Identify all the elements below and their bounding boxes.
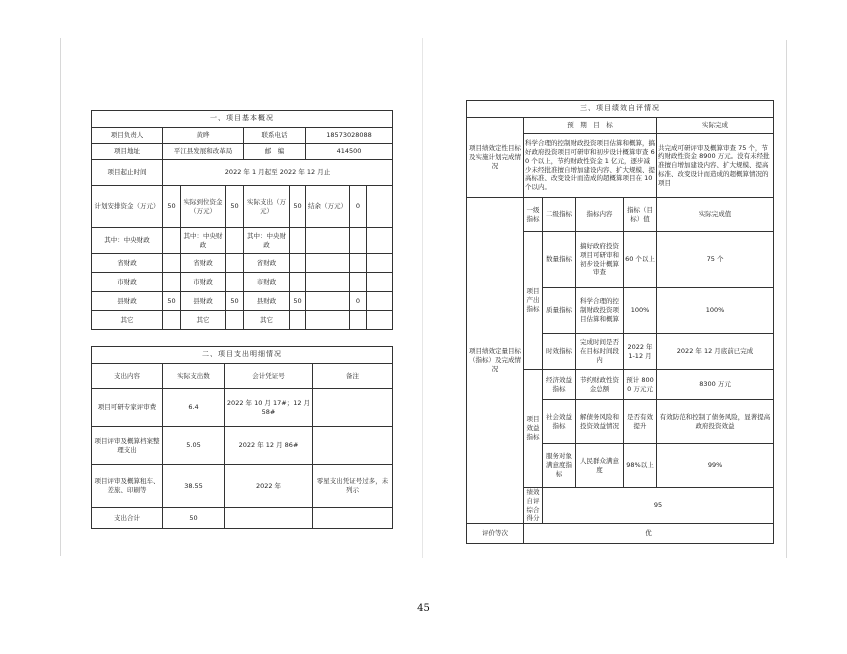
fund-row-blank xyxy=(367,311,393,330)
output-content: 完成时间是否在目标时间段内 xyxy=(576,334,624,370)
fund-row-label: 县财政 xyxy=(92,292,163,311)
output-l2: 数量指标 xyxy=(543,232,576,288)
expense-amount: 6.4 xyxy=(163,389,225,427)
right-page-edge xyxy=(786,40,787,558)
expense-total-blank xyxy=(313,508,393,529)
expense-header-note: 备注 xyxy=(313,364,393,389)
expected-text: 科学合理的控制财政投资项目估算和概算，搞好政府投资项目可研审和初步设计概算审查 60 个以上，节约财政性资金 1 亿元，逐步减少未经批准擅自增加建设内容、扩大规模、提高标准、改变设计而造成的超概算项目在 10 个以内。 xyxy=(524,134,657,198)
expense-content: 项目评审及概算租车、差旅、印刷等 xyxy=(92,465,163,508)
left-page-edge xyxy=(60,38,61,556)
fund-row-spent: 其它 xyxy=(244,311,290,330)
effect-target: 预计 8000 万元元 xyxy=(624,370,657,400)
fund-row-blank xyxy=(226,254,244,273)
plan-label: 计划安排资金（万元） xyxy=(92,186,163,228)
effect-l2: 经济效益指标 xyxy=(543,370,576,400)
fund-row-blank xyxy=(367,273,393,292)
output-label: 项目产出指标 xyxy=(524,232,543,370)
fund-row-blank xyxy=(367,254,393,273)
expense-note xyxy=(313,389,393,427)
grade-label: 评价等次 xyxy=(467,524,524,544)
performance-table xyxy=(466,100,774,544)
fund-row-arrived-val: 50 xyxy=(226,292,244,311)
phone-value: 18573028088 xyxy=(306,128,393,144)
effect-content: 解债务风险和投资效益情况 xyxy=(576,400,624,444)
expense-note: 零星支出凭证号过多，未列示 xyxy=(313,465,393,508)
fund-row-arrived: 县财政 xyxy=(181,292,226,311)
fund-row-spent: 省财政 xyxy=(244,254,290,273)
actual-text: 共完成可研评审及概算审查 75 个，节约财政性资金 8900 万元。没有未经批准擅自增加建设内容、扩大规模、提高标准、改变设计而造成的超概算情况的项目 xyxy=(657,134,774,198)
fund-row-blank xyxy=(306,254,350,273)
goal-label: 项目绩效定性目标及实施计划完成情况 xyxy=(467,118,524,198)
fund-row-blank xyxy=(226,228,244,254)
expense-total-value: 50 xyxy=(163,508,225,529)
effect-content: 人民群众满意度 xyxy=(576,444,624,488)
expense-content: 项目可研专家评审费 xyxy=(92,389,163,427)
expense-note xyxy=(313,427,393,465)
quant-label: 项目绩效定量目标（指标）及完成情况 xyxy=(467,198,524,524)
expense-header-amount: 实际支出数 xyxy=(163,364,225,389)
fund-row-label: 省财政 xyxy=(92,254,163,273)
fund-row-plan: 50 xyxy=(163,292,181,311)
expense-total-label: 支出合计 xyxy=(92,508,163,529)
fund-row-balance: 0 xyxy=(350,292,367,311)
grade-value: 优 xyxy=(524,524,774,544)
output-target: 60 个以上 xyxy=(624,232,657,288)
fund-row-balance xyxy=(350,311,367,330)
effect-target: 98%以上 xyxy=(624,444,657,488)
expense-section-title: 二、项目支出明细情况 xyxy=(92,347,393,364)
address-value: 平江县发展和改革局 xyxy=(163,144,244,160)
fund-row-balance xyxy=(350,228,367,254)
fund-row-label: 其中：中央财政 xyxy=(92,228,163,254)
postcode-value: 414500 xyxy=(306,144,393,160)
expense-voucher: 2022 年 10 月 17#；12 月 58# xyxy=(225,389,313,427)
fund-row-arrived: 省财政 xyxy=(181,254,226,273)
output-content: 科学合理的控制财政投资项目估算和概算 xyxy=(576,288,624,334)
fund-row-spent-val xyxy=(290,273,306,292)
effect-label: 项目效益指标 xyxy=(524,370,543,488)
period-value: 2022 年 1 月起至 2022 年 12 月止 xyxy=(163,160,393,186)
expense-amount: 5.05 xyxy=(163,427,225,465)
output-target: 100% xyxy=(624,288,657,334)
output-result: 2022 年 12 月底前已完成 xyxy=(657,334,774,370)
fund-row-plan xyxy=(163,311,181,330)
balance-label: 结余（万元） xyxy=(306,186,350,228)
actual-label: 实际完成 xyxy=(657,118,774,134)
expense-voucher: 2022 年 12 月 86# xyxy=(225,427,313,465)
basic-section-title: 一、项目基本概况 xyxy=(92,111,393,128)
expense-voucher: 2022 年 xyxy=(225,465,313,508)
output-target: 2022 年 1-12 月 xyxy=(624,334,657,370)
arrived-value: 50 xyxy=(226,186,244,228)
fund-row-label: 其它 xyxy=(92,311,163,330)
fund-row-blank xyxy=(306,273,350,292)
expense-table xyxy=(91,346,393,529)
leader-value: 黄晔 xyxy=(163,128,244,144)
fund-row-balance xyxy=(350,254,367,273)
fund-row-spent: 市财政 xyxy=(244,273,290,292)
output-l2: 质量指标 xyxy=(543,288,576,334)
fund-row-plan xyxy=(163,254,181,273)
spent-value: 50 xyxy=(290,186,306,228)
fund-row-label: 市财政 xyxy=(92,273,163,292)
fund-row-blank xyxy=(306,228,350,254)
plan-value: 50 xyxy=(163,186,181,228)
fund-row-plan xyxy=(163,228,181,254)
expense-header-content: 支出内容 xyxy=(92,364,163,389)
effect-result: 8300 万元 xyxy=(657,370,774,400)
fund-row-spent-val xyxy=(290,311,306,330)
page-number: 45 xyxy=(417,603,430,614)
expected-label: 预 期 目 标 xyxy=(524,118,657,134)
arrived-label: 实际到位资金（万元） xyxy=(181,186,226,228)
header-level1: 一级指标 xyxy=(524,198,543,232)
fund-row-spent-val xyxy=(290,228,306,254)
blank-cell xyxy=(367,186,393,228)
header-indicator: 指标内容 xyxy=(576,198,624,232)
output-result: 75 个 xyxy=(657,232,774,288)
fund-row-blank xyxy=(367,228,393,254)
postcode-label: 邮 编 xyxy=(244,144,306,160)
fund-row-spent-val: 50 xyxy=(290,292,306,311)
balance-value: 0 xyxy=(350,186,367,228)
effect-target: 是否有效提升 xyxy=(624,400,657,444)
fund-row-arrived: 市财政 xyxy=(181,273,226,292)
header-result: 实际完成值 xyxy=(657,198,774,232)
output-result: 100% xyxy=(657,288,774,334)
address-label: 项目地址 xyxy=(92,144,163,160)
fund-row-blank xyxy=(367,292,393,311)
effect-l2: 服务对象满意度指标 xyxy=(543,444,576,488)
fund-row-balance xyxy=(350,273,367,292)
fund-row-arrived: 其它 xyxy=(181,311,226,330)
score-label: 绩效自评综合得分 xyxy=(524,488,543,524)
header-target: 指标（目标）值 xyxy=(624,198,657,232)
effect-l2: 社会效益指标 xyxy=(543,400,576,444)
expense-content: 项目评审及概算档案整理支出 xyxy=(92,427,163,465)
basic-info-table xyxy=(91,110,393,330)
effect-content: 节约财政性资金总额 xyxy=(576,370,624,400)
fund-row-plan xyxy=(163,273,181,292)
output-content: 搞好政府投资项目可研审和初步设计概算审查 xyxy=(576,232,624,288)
fund-row-blank xyxy=(306,311,350,330)
output-l2: 时效指标 xyxy=(543,334,576,370)
fund-row-spent: 县财政 xyxy=(244,292,290,311)
fund-row-blank xyxy=(306,292,350,311)
fund-row-blank xyxy=(226,311,244,330)
effect-result: 有效防范和控制了债务风险，显著提高政府投资效益 xyxy=(657,400,774,444)
fund-row-spent: 其中：中央财政 xyxy=(244,228,290,254)
expense-total-blank xyxy=(225,508,313,529)
leader-label: 项目负责人 xyxy=(92,128,163,144)
fund-row-blank xyxy=(226,273,244,292)
period-label: 项目起止时间 xyxy=(92,160,163,186)
page-gutter xyxy=(422,38,423,558)
header-level2: 二级指标 xyxy=(543,198,576,232)
effect-result: 99% xyxy=(657,444,774,488)
fund-row-spent-val xyxy=(290,254,306,273)
perf-section-title: 三、项目绩效自评情况 xyxy=(467,101,774,118)
phone-label: 联系电话 xyxy=(244,128,306,144)
expense-header-voucher: 会计凭证号 xyxy=(225,364,313,389)
expense-amount: 38.55 xyxy=(163,465,225,508)
fund-row-arrived: 其中：中央财政 xyxy=(181,228,226,254)
score-value: 95 xyxy=(543,488,774,524)
spent-label: 实际支出（万元） xyxy=(244,186,290,228)
